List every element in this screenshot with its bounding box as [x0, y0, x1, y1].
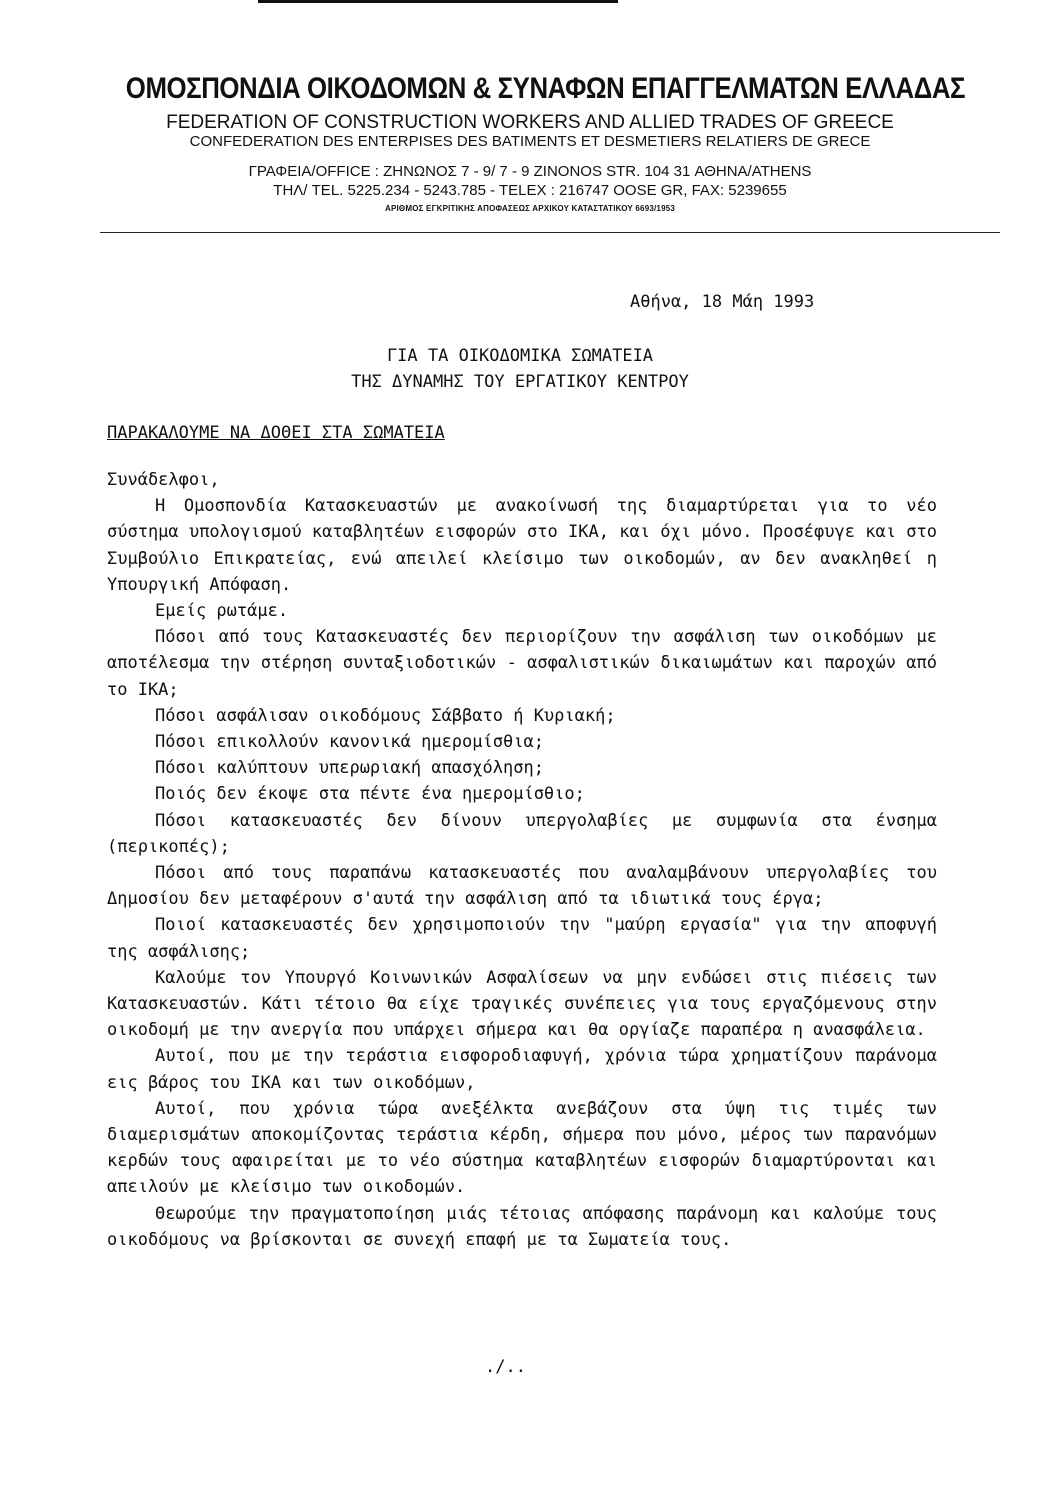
body-paragraph: Πόσοι από τους παραπάνω κατασκευαστές που αναλαμβάνουν υπεργολαβίες του Δημοσίου δεν μεταφέρουν σ'αυτά την ασφάλιση από τα ιδιωτικά τους έργα; — [107, 863, 937, 910]
letter-subject: ΠΑΡΑΚΑΛΟΥΜΕ ΝΑ ΔΟΘΕΙ ΣΤΑ ΣΩΜΑΤΕΙΑ — [107, 423, 445, 443]
letterhead-registration: ΑΡΙΘΜΟΣ ΕΓΚΡΙΤΙΚΗΣ ΑΠΟΦΑΣΕΩΣ ΑΡΧΙΚΟΥ ΚΑΤΑΣΤΑΤΙΚΟΥ 6693/1953 — [384, 204, 676, 213]
letter-body — [107, 467, 937, 1253]
body-paragraph: Πόσοι κατασκευαστές δεν δίνουν υπεργολαβίες με συμφωνία στα ένσημα (περικοπές); — [107, 810, 937, 857]
letterhead — [60, 72, 1000, 213]
body-paragraph: Θεωρούμε την πραγματοποίηση μιάς τέτοιας απόφασης παράνομη και καλούμε τους οικοδόμους να βρίσκονται σε συνεχή επαφή με τα Σωματεία τους. — [107, 1203, 937, 1250]
letterhead-greek-name: ΟΜΟΣΠΟΝΔΙΑ ΟΙΚΟΔΟΜΩΝ & ΣΥΝΑΦΩΝ ΕΠΑΓΓΕΛΜΑΤΩΝ ΕΛΛΑΔΑΣ — [125, 72, 966, 105]
letterhead-divider — [100, 232, 1000, 233]
recipients-block — [290, 343, 750, 395]
letterhead-contact-numbers: ΤΗΛ/ TEL. 5225.234 - 5243.785 - TELEX : 216747 OOSE GR, FAX: 5239655 — [273, 182, 787, 199]
body-paragraph: Καλούμε τον Υπουργό Κοινωνικών Ασφαλίσεων να μην ενδώσει στις πιέσεις των Κατασκευαστών. Κάτι τέτοιο θα είχε τραγικές συνέπειες για τους εργαζόμενους στην οικοδομή με την ανεργία που υπάρχει σήμερα και θα οργίαζε παραπέρα η ανασφάλεια. — [107, 967, 937, 1041]
salutation: Συνάδελφοι, — [107, 470, 220, 490]
body-paragraph: Πόσοι καλύπτουν υπερωριακή απασχόληση; — [155, 758, 544, 779]
letterhead-english-name: FEDERATION OF CONSTRUCTION WORKERS AND ALLIED TRADES OF GREECE — [166, 112, 894, 133]
letterhead-french-name: CONFEDERATION DES ENTERPISES DES BATIMENTS ET DESMETIERS RELATIERS DE GRECE — [189, 133, 871, 150]
body-paragraph: Ποιός δεν έκοψε στα πέντε ένα ημερομίσθιο; — [155, 784, 585, 805]
letter-date: Αθήνα, 18 Μάη 1993 — [630, 292, 815, 312]
recipient-line: ΤΗΣ ΔΥΝΑΜΗΣ ΤΟΥ ΕΡΓΑΤΙΚΟΥ ΚΕΝΤΡΟΥ — [351, 372, 689, 392]
top-edge-rule — [258, 0, 618, 3]
letterhead-office-address: ΓΡΑΦΕΙΑ/OFFICE : ΖΗΝΩΝΟΣ 7 - 9/ 7 - 9 ZINONOS STR. 104 31 ΑΘΗΝΑ/ATHENS — [248, 163, 812, 180]
body-paragraph: Εμείς ρωτάμε. — [155, 601, 289, 622]
body-paragraph: Πόσοι ασφάλισαν οικοδόμους Σάββατο ή Κυριακή; — [155, 705, 616, 726]
recipient-line: ΓΙΑ ΤΑ ΟΙΚΟΔΟΜΙΚΑ ΣΩΜΑΤΕΙΑ — [386, 346, 654, 366]
body-paragraph: Πόσοι επικολλούν κανονικά ημερομίσθια; — [155, 732, 544, 753]
body-paragraph: Αυτοί, που χρόνια τώρα ανεξέλκτα ανεβάζουν στα ύψη τις τιμές των διαμερισμάτων αποκομίζοντας τεράστια κέρδη, σήμερα που μόνο, μέρος των παρανόμων κερδών τους αφαιρείται με το νέο σύστημα καταβλητέων εισφορών διαμαρτύρονται και απειλούν με κλείσιμο των οικοδομών. — [107, 1098, 937, 1198]
body-paragraph: Η Ομοσπονδία Κατασκευαστών με ανακοίνωσή της διαμαρτύρεται για το νέο σύστημα υπολογισμού καταβλητέων εισφορών στο ΙΚΑ, και όχι μόνο. Προσέφυγε και στο Συμβούλιο Επικρατείας, ενώ απειλεί κλείσιμο των οικοδομών, αν δεν ανακληθεί η Υπουργική Απόφαση. — [107, 496, 937, 595]
continued-mark: ./.. — [485, 1357, 526, 1377]
body-paragraph: Αυτοί, που με την τεράστια εισφοροδιαφυγή, χρόνια τώρα χρηματίζουν παράνομα εις βάρος του ΙΚΑ και των οικοδόμων, — [107, 1046, 937, 1093]
body-paragraph: Ποιοί κατασκευαστές δεν χρησιμοποιούν την "μαύρη εργασία" για την αποφυγή της ασφάλισης; — [107, 915, 937, 962]
body-paragraph: Πόσοι από τους Κατασκευαστές δεν περιορίζουν την ασφάλιση των οικοδόμων με αποτέλεσμα την στέρηση συνταξιοδοτικών - ασφαλιστικών δικαιωμάτων και παροχών από το ΙΚΑ; — [107, 627, 937, 700]
